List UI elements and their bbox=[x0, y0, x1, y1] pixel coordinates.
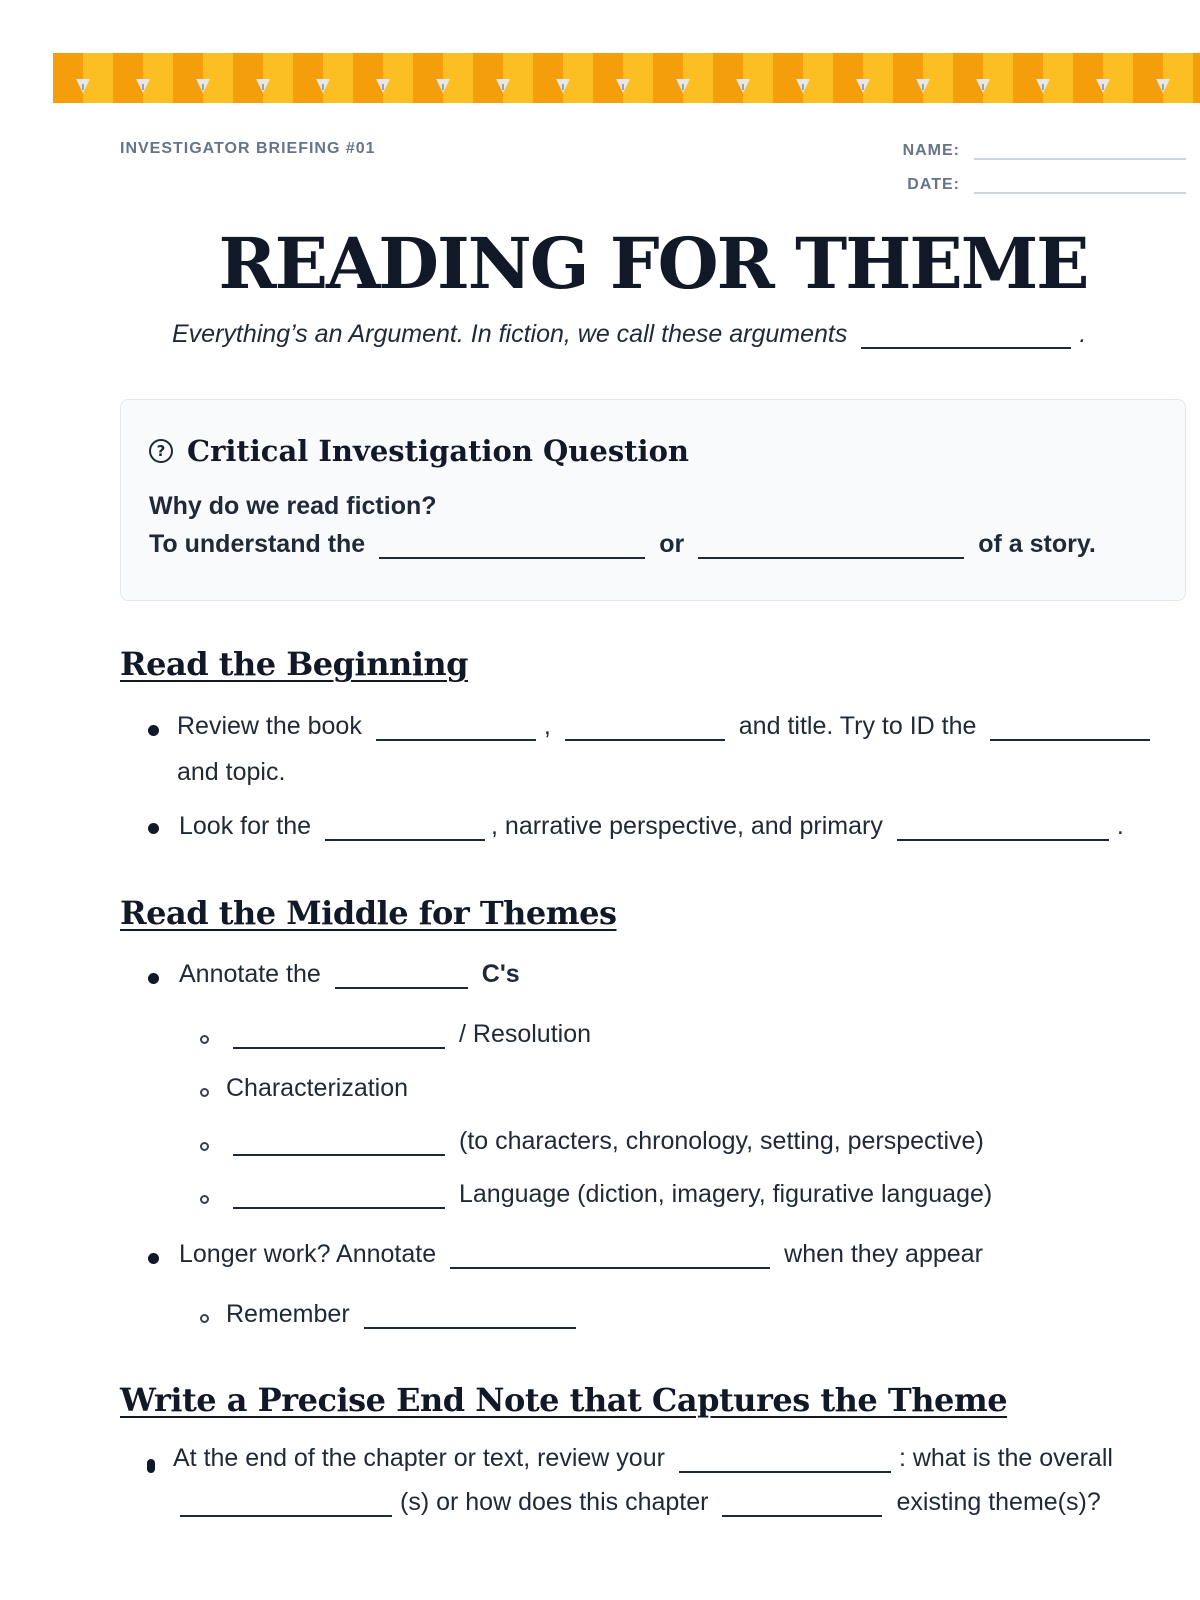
banner-segment bbox=[293, 53, 353, 103]
blank-field[interactable] bbox=[364, 1301, 576, 1329]
triangle-icon bbox=[796, 79, 810, 93]
triangle-icon bbox=[256, 79, 270, 93]
banner-segment bbox=[113, 53, 173, 103]
banner-segment bbox=[1133, 53, 1193, 103]
bullet-icon bbox=[148, 725, 159, 736]
triangle-icon bbox=[76, 79, 90, 93]
item-text: existing theme(s)? bbox=[896, 1488, 1101, 1516]
subtitle-end: . bbox=[1079, 320, 1087, 348]
blank-field[interactable] bbox=[679, 1445, 891, 1473]
blank-field[interactable] bbox=[233, 1021, 445, 1049]
list-item bbox=[177, 712, 1150, 741]
question-line2-start: To understand the bbox=[149, 530, 366, 558]
triangle-icon bbox=[1096, 79, 1110, 93]
question-line1: Why do we read fiction? bbox=[149, 492, 437, 520]
list-item bbox=[179, 960, 520, 989]
item-text: (to characters, chronology, setting, perspective) bbox=[459, 1127, 984, 1155]
item-text: and title. Try to ID the bbox=[738, 712, 977, 740]
banner-segment bbox=[833, 53, 893, 103]
triangle-icon bbox=[976, 79, 990, 93]
blank-field[interactable] bbox=[722, 1489, 882, 1517]
briefing-label: INVESTIGATOR BRIEFING #01 bbox=[120, 140, 376, 157]
subtitle-blank[interactable] bbox=[861, 321, 1071, 349]
banner-segment bbox=[413, 53, 473, 103]
item-text: . bbox=[1116, 812, 1124, 840]
bullet-icon bbox=[148, 973, 159, 984]
name-label: NAME: bbox=[902, 142, 960, 159]
name-field[interactable] bbox=[974, 138, 1186, 160]
triangle-icon bbox=[436, 79, 450, 93]
item-text: Remember bbox=[226, 1300, 350, 1328]
question-circle-icon: ? bbox=[149, 439, 173, 463]
sub-list-item bbox=[233, 1180, 992, 1209]
section-heading-middle: Read the Middle for Themes bbox=[120, 894, 617, 932]
triangle-icon bbox=[136, 79, 150, 93]
decorative-banner bbox=[53, 53, 1200, 103]
banner-segment bbox=[653, 53, 713, 103]
blank-field[interactable] bbox=[990, 713, 1150, 741]
item-text: C's bbox=[481, 960, 520, 988]
banner-segment bbox=[533, 53, 593, 103]
date-field[interactable] bbox=[974, 172, 1186, 194]
sub-list-item bbox=[233, 1020, 591, 1049]
triangle-icon bbox=[1036, 79, 1050, 93]
question-line2-end: of a story. bbox=[978, 530, 1096, 558]
section-heading-end-note: Write a Precise End Note that Captures the Theme bbox=[120, 1381, 1008, 1419]
banner-segment bbox=[773, 53, 833, 103]
list-item-continued bbox=[180, 1488, 1101, 1517]
sub-bullet-icon bbox=[200, 1088, 209, 1097]
question-line2 bbox=[149, 530, 1096, 559]
triangle-icon bbox=[316, 79, 330, 93]
list-item bbox=[179, 1240, 983, 1269]
question-line2-mid: or bbox=[659, 530, 685, 558]
item-text: Look for the bbox=[179, 812, 312, 840]
item-text: Annotate the bbox=[179, 960, 321, 988]
sub-bullet-icon bbox=[200, 1314, 209, 1323]
blank-field[interactable] bbox=[376, 713, 536, 741]
banner-segment bbox=[713, 53, 773, 103]
banner-segment bbox=[953, 53, 1013, 103]
blank-field[interactable] bbox=[325, 813, 485, 841]
banner-segment bbox=[53, 53, 113, 103]
list-item bbox=[179, 812, 1124, 841]
triangle-icon bbox=[496, 79, 510, 93]
date-label: DATE: bbox=[907, 176, 960, 193]
triangle-icon bbox=[376, 79, 390, 93]
banner-segment bbox=[893, 53, 953, 103]
triangle-icon bbox=[196, 79, 210, 93]
question-heading: Critical Investigation Question bbox=[187, 434, 690, 468]
banner-segment bbox=[173, 53, 233, 103]
blank-field[interactable] bbox=[233, 1128, 445, 1156]
banner-segment bbox=[1073, 53, 1133, 103]
sub-bullet-icon bbox=[200, 1195, 209, 1204]
name-row bbox=[880, 138, 1186, 160]
item-text: , bbox=[543, 712, 551, 740]
item-text: At the end of the chapter or text, review your bbox=[173, 1444, 665, 1472]
triangle-icon bbox=[1156, 79, 1170, 93]
banner-segment bbox=[353, 53, 413, 103]
sub-list-item bbox=[226, 1074, 408, 1103]
question-blank-1[interactable] bbox=[379, 531, 645, 559]
item-text: : what is the overall bbox=[898, 1444, 1113, 1472]
sub-list-item bbox=[233, 1127, 984, 1156]
sub-bullet-icon bbox=[200, 1035, 209, 1044]
sub-list-item bbox=[226, 1300, 576, 1329]
triangle-icon bbox=[736, 79, 750, 93]
item-text: , narrative perspective, and primary bbox=[491, 812, 883, 840]
blank-field[interactable] bbox=[897, 813, 1109, 841]
date-row bbox=[880, 172, 1186, 194]
bullet-icon bbox=[147, 1459, 155, 1473]
triangle-icon bbox=[856, 79, 870, 93]
page-title: READING FOR THEME bbox=[218, 222, 1088, 305]
item-text: Longer work? Annotate bbox=[179, 1240, 437, 1268]
blank-field[interactable] bbox=[335, 961, 468, 989]
blank-field[interactable] bbox=[180, 1489, 392, 1517]
bullet-icon bbox=[148, 1253, 159, 1264]
item-text: (s) or how does this chapter bbox=[400, 1488, 709, 1516]
blank-field[interactable] bbox=[565, 713, 725, 741]
list-item bbox=[173, 1444, 1113, 1473]
critical-question-box bbox=[120, 399, 1186, 601]
banner-segment bbox=[233, 53, 293, 103]
triangle-icon bbox=[916, 79, 930, 93]
question-blank-2[interactable] bbox=[698, 531, 964, 559]
item-text: Review the book bbox=[177, 712, 362, 740]
blank-field[interactable] bbox=[233, 1181, 445, 1209]
banner-segment bbox=[473, 53, 533, 103]
item-text: / Resolution bbox=[459, 1020, 592, 1048]
banner-segment bbox=[1193, 53, 1200, 103]
subtitle-text: Everything’s an Argument. In fiction, we call these arguments bbox=[172, 320, 848, 348]
item-text: Language (diction, imagery, figurative language) bbox=[459, 1180, 993, 1208]
section-heading-beginning: Read the Beginning bbox=[120, 645, 469, 683]
question-header bbox=[149, 434, 689, 468]
sub-bullet-icon bbox=[200, 1142, 209, 1151]
item-text: Characterization bbox=[226, 1074, 409, 1102]
banner-segment bbox=[593, 53, 653, 103]
blank-field[interactable] bbox=[450, 1241, 770, 1269]
item-text: when they appear bbox=[784, 1240, 983, 1268]
triangle-icon bbox=[676, 79, 690, 93]
banner-segment bbox=[1013, 53, 1073, 103]
triangle-icon bbox=[616, 79, 630, 93]
triangle-icon bbox=[556, 79, 570, 93]
bullet-icon bbox=[148, 823, 159, 834]
subtitle bbox=[172, 320, 1086, 349]
list-item-continued: and topic. bbox=[177, 758, 286, 786]
